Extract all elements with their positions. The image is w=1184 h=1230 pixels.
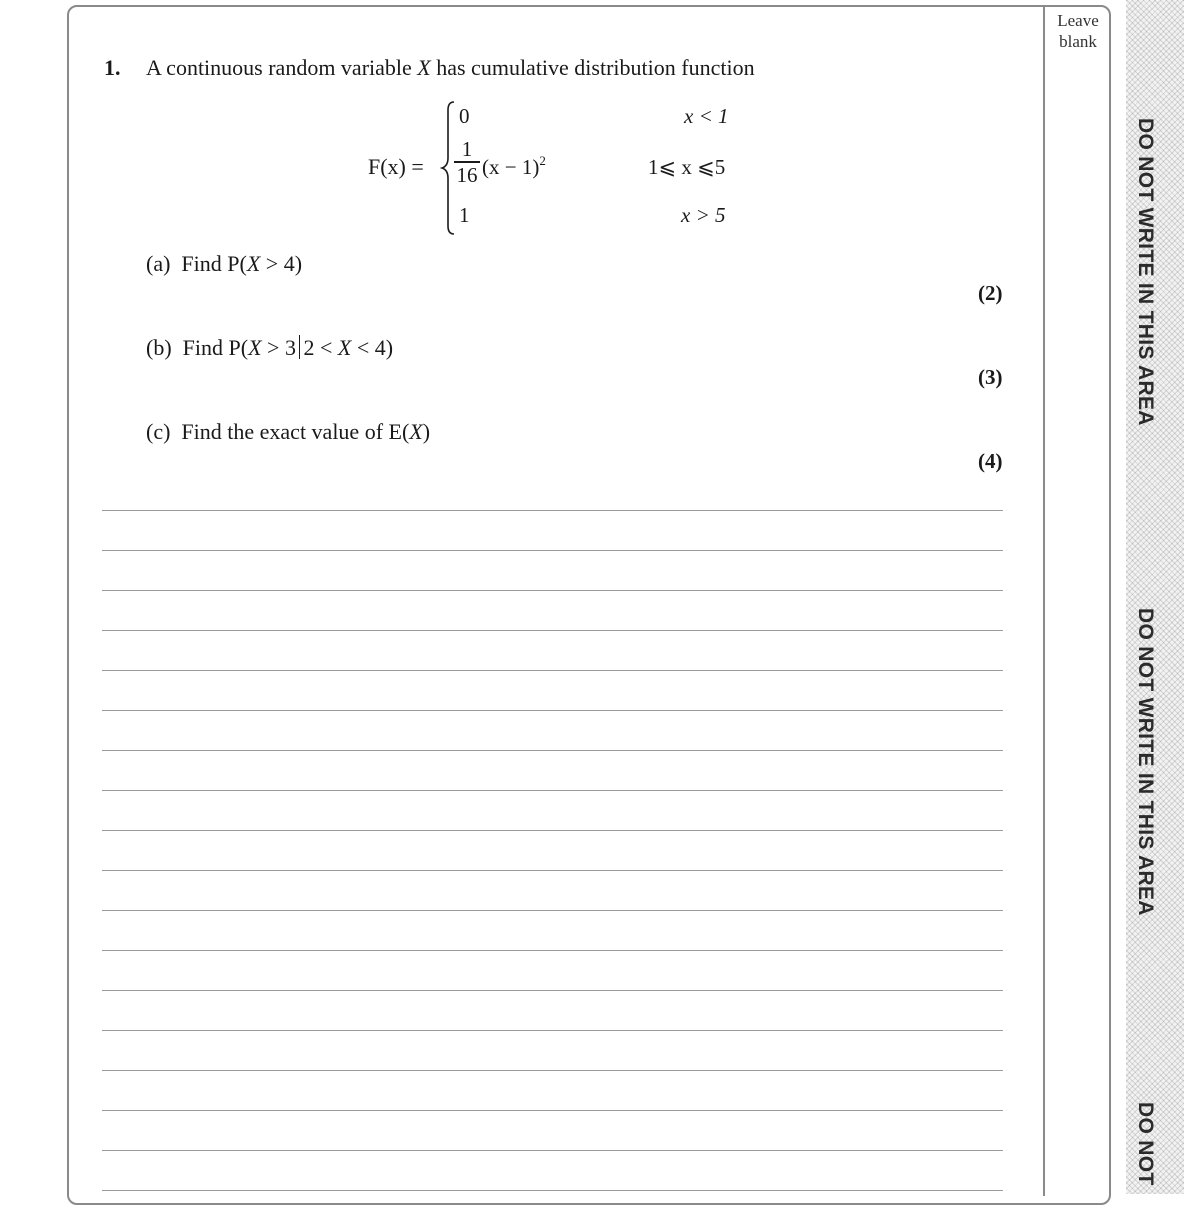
- answer-line[interactable]: [102, 870, 1003, 871]
- answer-line[interactable]: [102, 710, 1003, 711]
- leave-blank-label: Leave blank: [1057, 11, 1099, 51]
- answer-line[interactable]: [102, 750, 1003, 751]
- answer-line[interactable]: [102, 790, 1003, 791]
- case3-value: 1: [459, 203, 470, 227]
- do-not-write-notice: DO NOT WRITE IN THIS AREA: [1134, 608, 1157, 916]
- answer-line[interactable]: [102, 1150, 1003, 1151]
- part-a: (a) Find P(X > 4): [146, 251, 303, 276]
- answer-line[interactable]: [102, 590, 1003, 591]
- case2-expression: $(x - 1)^2$: [482, 153, 546, 179]
- answer-line[interactable]: [102, 910, 1003, 911]
- answer-line[interactable]: [102, 990, 1003, 991]
- part-b-marks: (3): [978, 365, 1003, 389]
- part-a-marks: (2): [978, 281, 1003, 305]
- answer-line[interactable]: [102, 830, 1003, 831]
- part-c-marks: (4): [978, 449, 1003, 473]
- case2-condition: 1⩽ x ⩽5: [648, 155, 726, 179]
- do-not-write-notice: DO NOT WRITE IN THIS AREA: [1134, 118, 1157, 426]
- answer-line[interactable]: [102, 550, 1003, 551]
- do-not-write-notice: DO NOT: [1134, 1102, 1157, 1186]
- case1-value: 0: [459, 104, 470, 128]
- fraction-one-sixteenth: 1 16: [454, 138, 480, 186]
- answer-area[interactable]: [102, 510, 1003, 1230]
- cdf-lhs: F(x) =: [368, 154, 424, 179]
- answer-line[interactable]: [102, 670, 1003, 671]
- case3-condition: x > 5: [681, 203, 726, 227]
- answer-line[interactable]: [102, 630, 1003, 631]
- part-c: (c) Find the exact value of E(X): [146, 419, 431, 444]
- part-b: (b) Find P(X > 3 2 < X < 4): [146, 335, 394, 360]
- answer-line[interactable]: [102, 1110, 1003, 1111]
- case1-condition: x < 1: [684, 104, 729, 128]
- answer-line[interactable]: [102, 1070, 1003, 1071]
- margin-rule: [1043, 6, 1045, 1196]
- question-stem: A continuous random variable X has cumulative distribution function: [146, 55, 755, 80]
- answer-line[interactable]: [102, 1190, 1003, 1191]
- answer-line[interactable]: [102, 950, 1003, 951]
- question-number: 1.: [104, 55, 121, 80]
- answer-line[interactable]: [102, 510, 1003, 511]
- answer-line[interactable]: [102, 1030, 1003, 1031]
